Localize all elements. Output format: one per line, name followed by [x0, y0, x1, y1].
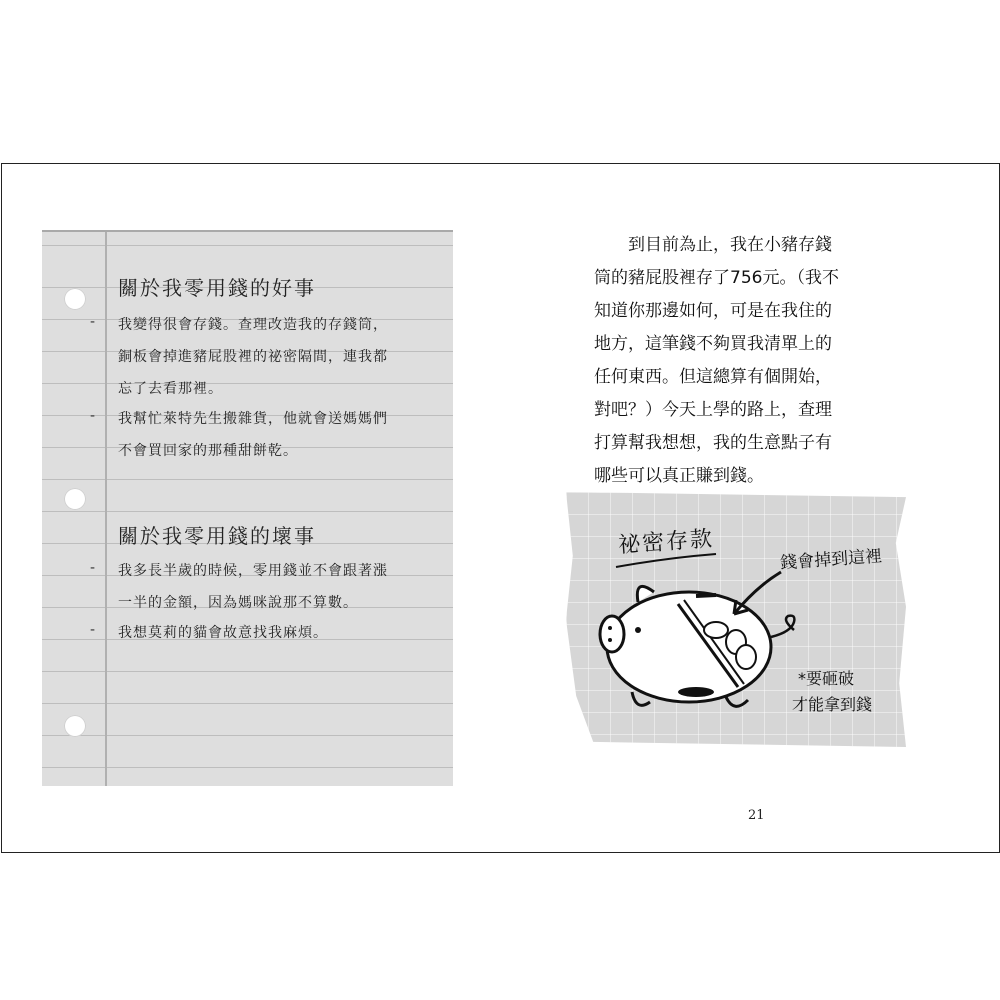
note-line: *要砸破 — [798, 669, 855, 688]
story-line: 到目前為止，我在小豬存錢 — [628, 235, 832, 255]
good-line: 銅板會掉進豬屁股裡的祕密隔間，連我都 — [118, 349, 388, 365]
story-line: 打算幫我想想，我的生意點子有 — [594, 433, 832, 453]
story-line: 知道你那邊如何，可是在我住的 — [594, 301, 832, 321]
arrow-label: 錢會掉到這裡 — [779, 546, 883, 574]
bullet-dash: - — [90, 408, 96, 424]
story-line: 哪些可以真正賺到錢。 — [594, 466, 764, 486]
margin-line — [105, 232, 107, 786]
bad-line: 一半的金額，因為媽咪說那不算數。 — [118, 595, 358, 611]
good-line: 我幫忙萊特先生搬雜貨，他就會送媽媽們 — [118, 411, 388, 427]
good-heading: 關於我零用錢的好事 — [118, 276, 316, 300]
bullet-dash: - — [90, 560, 96, 576]
story-line: 任何東西。但這總算有個開始， — [594, 367, 832, 387]
story-line: 對吧？）今天上學的路上，查理 — [594, 400, 832, 420]
notebook-page — [42, 230, 453, 786]
bad-heading: 關於我零用錢的壞事 — [118, 524, 316, 548]
binder-hole — [64, 715, 86, 737]
secret-deposit-title: 祕密存款 — [617, 526, 715, 559]
binder-hole — [64, 288, 86, 310]
good-line: 不會買回家的那種甜餅乾。 — [118, 443, 298, 459]
story-line: 地方，這筆錢不夠買我清單上的 — [594, 334, 832, 354]
page-number: 21 — [748, 808, 765, 823]
bullet-dash: - — [90, 622, 96, 638]
good-line: 忘了去看那裡。 — [118, 381, 223, 397]
bad-line: 我多長半歲的時候，零用錢並不會跟著漲 — [118, 563, 388, 579]
bad-line: 我想莫莉的貓會故意找我麻煩。 — [118, 625, 328, 641]
binder-hole — [64, 488, 86, 510]
bullet-dash: - — [90, 314, 96, 330]
note-line: 才能拿到錢 — [792, 695, 873, 714]
story-line: 筒的豬屁股裡存了756元。（我不 — [594, 268, 839, 288]
good-line: 我變得很會存錢。查理改造我的存錢筒， — [118, 317, 388, 333]
